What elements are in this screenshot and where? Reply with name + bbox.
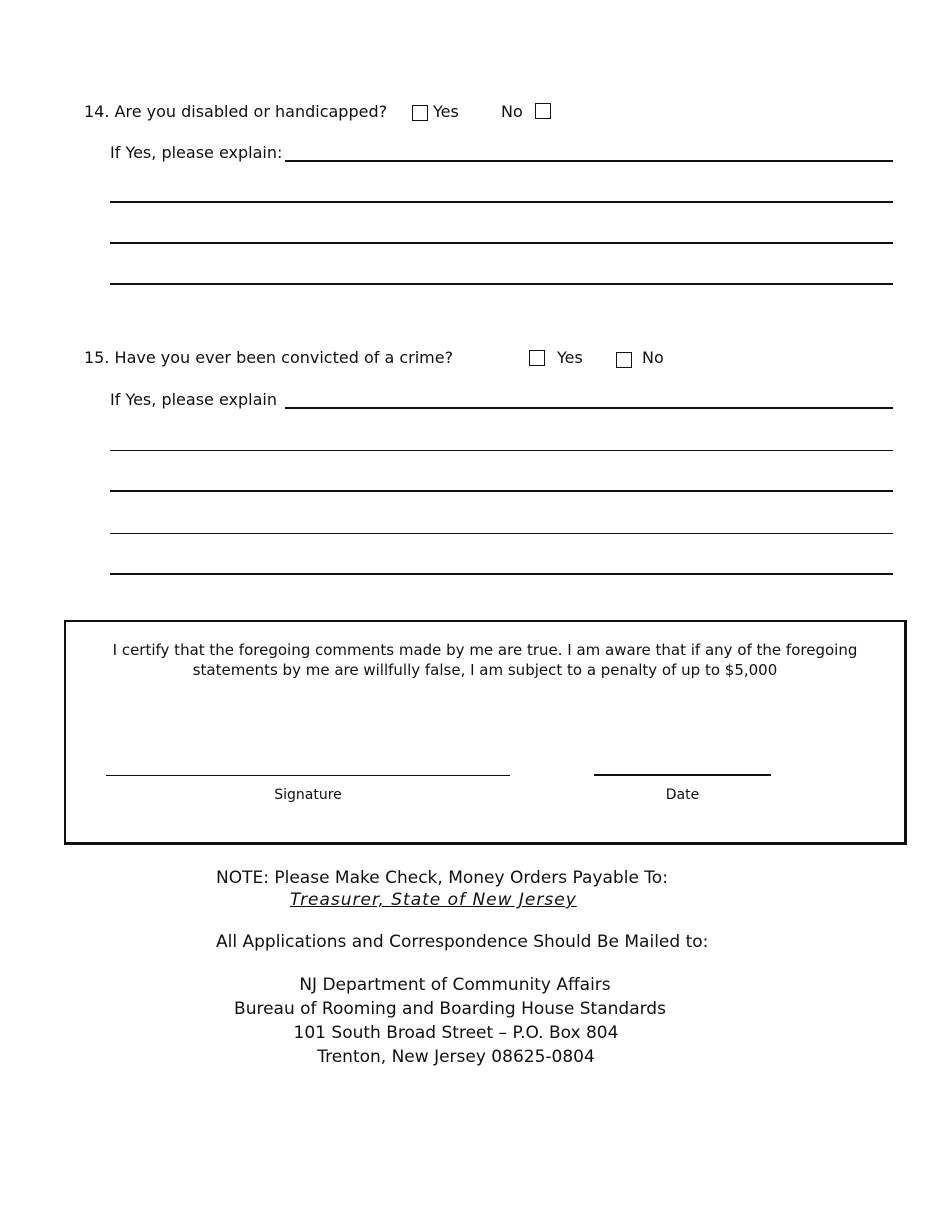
mail-note: All Applications and Correspondence Should Be Mailed to: bbox=[216, 932, 709, 952]
q15-no-label: No bbox=[642, 348, 664, 367]
certification-text-line-1: I certify that the foregoing comments made by me are true. I am aware that if any of the foregoing bbox=[112, 641, 858, 659]
q15-question: 15. Have you ever been convicted of a crime? bbox=[84, 348, 454, 367]
q14-explain-line-2[interactable] bbox=[110, 201, 893, 203]
q14-question: 14. Are you disabled or handicapped? bbox=[84, 102, 388, 121]
q15-explain-label: If Yes, please explain bbox=[110, 390, 277, 409]
date-line[interactable] bbox=[594, 774, 771, 776]
signature-label: Signature bbox=[274, 787, 342, 803]
q15-explain-line-4[interactable] bbox=[110, 533, 893, 534]
q14-explain-line-4[interactable] bbox=[110, 283, 893, 285]
address-line-2: Bureau of Rooming and Boarding House Standards bbox=[234, 999, 666, 1019]
q14-no-label: No bbox=[501, 102, 523, 121]
q14-explain-line-1[interactable] bbox=[285, 160, 893, 162]
certification-text-line-2: statements by me are willfully false, I am subject to a penalty of up to $5,000 bbox=[192, 661, 778, 679]
q15-yes-label: Yes bbox=[557, 348, 583, 367]
q14-explain-label: If Yes, please explain: bbox=[110, 143, 283, 162]
date-label: Date bbox=[665, 787, 700, 803]
certification-box bbox=[64, 620, 907, 845]
signature-line[interactable] bbox=[106, 775, 510, 776]
q14-no-checkbox[interactable] bbox=[535, 103, 551, 119]
address-line-1: NJ Department of Community Affairs bbox=[299, 975, 611, 995]
q15-explain-line-1[interactable] bbox=[285, 407, 893, 409]
q15-explain-line-5[interactable] bbox=[110, 573, 893, 575]
payable-note: NOTE: Please Make Check, Money Orders Payable To: bbox=[216, 868, 668, 888]
q15-yes-checkbox[interactable] bbox=[529, 350, 545, 366]
address-line-4: Trenton, New Jersey 08625-0804 bbox=[317, 1047, 595, 1067]
q15-explain-line-2[interactable] bbox=[110, 450, 893, 451]
q15-explain-line-3[interactable] bbox=[110, 490, 893, 492]
payee-name: Treasurer, State of New Jersey bbox=[290, 890, 577, 910]
q15-no-checkbox[interactable] bbox=[616, 352, 632, 368]
address-line-3: 101 South Broad Street – P.O. Box 804 bbox=[293, 1023, 619, 1043]
q14-yes-label: Yes bbox=[433, 102, 459, 121]
q14-yes-checkbox[interactable] bbox=[412, 105, 428, 121]
q14-explain-line-3[interactable] bbox=[110, 242, 893, 244]
